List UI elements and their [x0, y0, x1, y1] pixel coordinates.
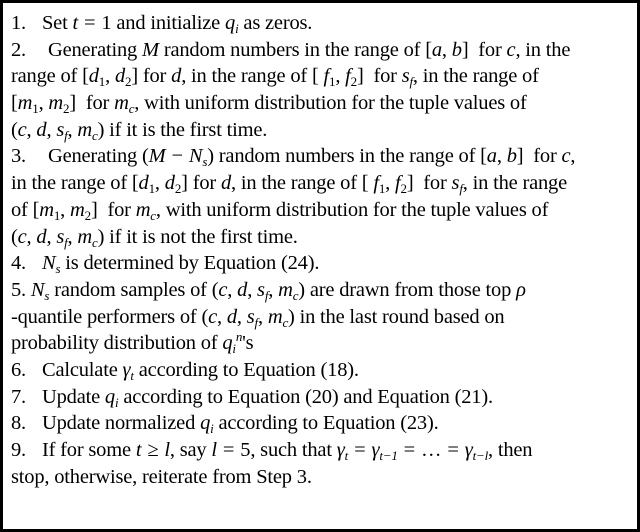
step-3-line-1: 3. Generating $(M - N_s)$ random numbers in the range of [a, b] for c,	[11, 145, 576, 170]
step-number: 8.	[11, 412, 26, 435]
step-2-line-1: 2. Generating M random numbers in the range of [a, b] for c, in the	[11, 37, 637, 64]
step-5-line-3: probability distribution of $q_i^n's$	[11, 329, 254, 357]
step-number: 5.	[11, 278, 26, 301]
step-1: 1. Set t = 1 and initialize $q_i$ as zeros.	[11, 12, 313, 36]
step-3-line-2: in the range of [$d_1$, $d_2$] for d, in the range of [ $f_1$, $f_2$] for $s_f$, in the range	[11, 172, 567, 197]
step-number: 3.	[11, 145, 26, 168]
step-7: 7. Update $q_i$ according to Equation (20) and Equation (21).	[11, 385, 493, 410]
step-number: 1.	[11, 12, 26, 34]
step-number: 2.	[11, 38, 26, 61]
step-3-line-3: of [$m_1$, $m_2$] for $m_c$, with uniform distribution for the tuple values of	[11, 198, 549, 223]
step-6: 6. Calculate $\gamma_t$ according to Equation (18).	[11, 358, 359, 383]
step-number: 7.	[11, 385, 26, 408]
step-number: 6.	[11, 358, 26, 381]
step-9-line-2: stop, otherwise, reiterate from Step 3.	[11, 465, 312, 488]
step-3-line-4: (c, d, $s_f$, $m_c$) if it is not the first time.	[11, 225, 298, 250]
algorithm-steps	[11, 10, 637, 490]
step-5-line-1: 5. $N_s$ random samples of (c, d, $s_f$, $m_c$) are drawn from those top ρ	[11, 278, 526, 303]
step-8: 8. Update normalized $q_i$ according to Equation (23).	[11, 412, 439, 437]
step-number: 9.	[11, 439, 26, 461]
step-9-line-1: 9. If for some t ≥ l, say l = 5, such that $\gamma_t = \gamma_{t-1}$ = … = $\gamma_{t-l}$, then	[11, 439, 533, 463]
step-2-line-4: (c, d, $s_f$, $m_c$) if it is the first time.	[11, 118, 268, 143]
step-2-line-2: range of [$d_1$, $d_2$] for d, in the range of [ $f_1$, $f_2$] for $s_f$, in the range of	[11, 65, 539, 90]
step-4: 4. $N_s$ is determined by Equation (24).	[11, 252, 320, 277]
step-5-line-2: -quantile performers of (c, d, $s_f$, $m_c$) in the last round based on	[11, 305, 505, 330]
step-2-line-3: [$m_1$, $m_2$] for $m_c$, with uniform distribution for the tuple values of	[11, 92, 527, 117]
step-number: 4.	[11, 252, 26, 275]
